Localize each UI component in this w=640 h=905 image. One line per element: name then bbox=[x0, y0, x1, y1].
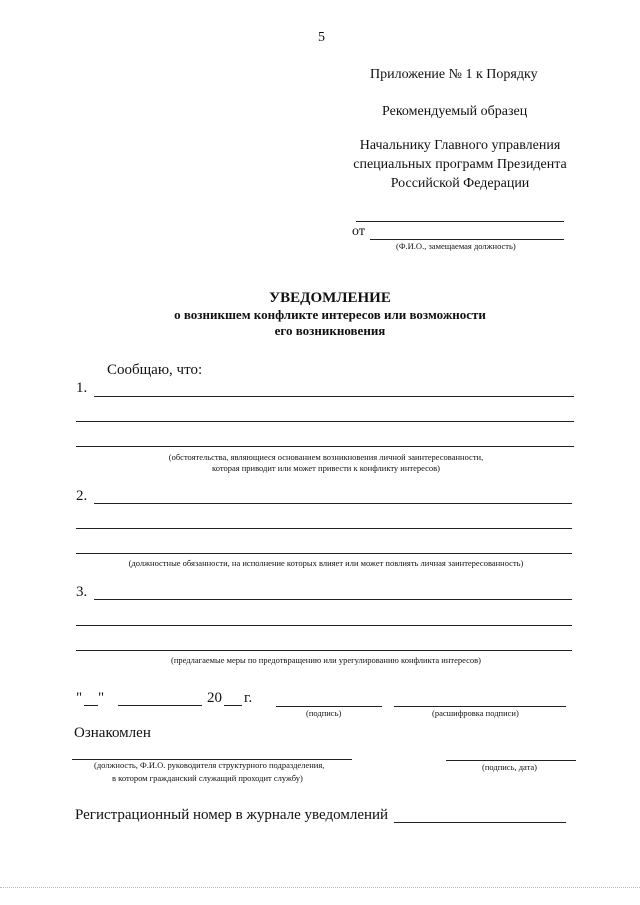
acknowledged-sign-line bbox=[446, 760, 576, 761]
page-number: 5 bbox=[318, 30, 325, 45]
date-quote-close: " bbox=[98, 690, 105, 706]
item-2-line-3 bbox=[76, 553, 572, 554]
registration-line bbox=[394, 822, 566, 823]
addressee-line-3: Российской Федерации bbox=[390, 176, 530, 191]
signature-line bbox=[276, 706, 382, 707]
item-3-number: 3. bbox=[76, 584, 88, 600]
item-1-caption-line-2: которая приводит или может привести к конфликту интересов) bbox=[212, 463, 440, 473]
date-year-prefix: 20 bbox=[207, 690, 222, 706]
from-line bbox=[370, 239, 564, 240]
item-2-number: 2. bbox=[76, 488, 88, 504]
date-day-line bbox=[84, 705, 98, 706]
item-1-caption-line-1: (обстоятельства, являющиеся основанием возникновения личной заинтересованности, bbox=[168, 452, 484, 462]
signature-decode-caption: (расшифровка подписи) bbox=[432, 708, 519, 718]
item-3-caption: (предлагаемые меры по предотвращению или урегулированию конфликта интересов) bbox=[170, 655, 481, 665]
item-3-line-1 bbox=[94, 599, 572, 600]
item-2-caption: (должностные обязанности, на исполнение которых влияет или может повлиять личная заинтересованность) bbox=[128, 558, 524, 568]
item-3-line-2 bbox=[76, 625, 572, 626]
addressee-block bbox=[330, 136, 590, 193]
item-1-line-3 bbox=[76, 446, 574, 447]
item-2-line-2 bbox=[76, 528, 572, 529]
signature-caption: (подпись) bbox=[306, 708, 342, 718]
document-title bbox=[120, 290, 540, 339]
item-3-line-3 bbox=[76, 650, 572, 651]
registration-label: Регистрационный номер в журнале уведомлений bbox=[75, 807, 389, 823]
date-year-suffix: г. bbox=[244, 690, 253, 706]
from-caption: (Ф.И.О., замещаемая должность) bbox=[396, 241, 516, 251]
title-line-2: о возникшем конфликте интересов или возможности bbox=[174, 307, 486, 322]
addressee-line-2: специальных программ Президента bbox=[353, 157, 567, 172]
date-year-line bbox=[224, 705, 242, 706]
from-label: от bbox=[352, 224, 365, 239]
title-line-3: его возникновения bbox=[274, 323, 386, 338]
scan-edge-divider bbox=[0, 887, 640, 888]
acknowledged-label: Ознакомлен bbox=[74, 725, 151, 741]
date-month-line bbox=[118, 705, 202, 706]
title-main: УВЕДОМЛЕНИЕ bbox=[269, 290, 391, 306]
addressee-name-line bbox=[356, 221, 564, 222]
sample-label: Рекомендуемый образец bbox=[382, 104, 528, 119]
acknowledged-caption-line-2: в котором гражданский служащий проходит службу) bbox=[112, 773, 303, 783]
item-1-line-1 bbox=[94, 396, 574, 397]
date-quote-open: " bbox=[76, 690, 83, 706]
item-1-number: 1. bbox=[76, 380, 88, 396]
addressee-line-1: Начальнику Главного управления bbox=[359, 138, 561, 153]
intro-text: Сообщаю, что: bbox=[107, 362, 203, 378]
signature-decode-line bbox=[394, 706, 566, 707]
acknowledged-caption-line-1: (должность, Ф.И.О. руководителя структурного подразделения, bbox=[94, 760, 325, 770]
acknowledged-sign-caption: (подпись, дата) bbox=[482, 762, 538, 772]
item-1-caption bbox=[76, 452, 576, 474]
appendix-label: Приложение № 1 к Порядку bbox=[370, 67, 538, 82]
item-2-line-1 bbox=[94, 503, 572, 504]
item-1-line-2 bbox=[76, 421, 574, 422]
